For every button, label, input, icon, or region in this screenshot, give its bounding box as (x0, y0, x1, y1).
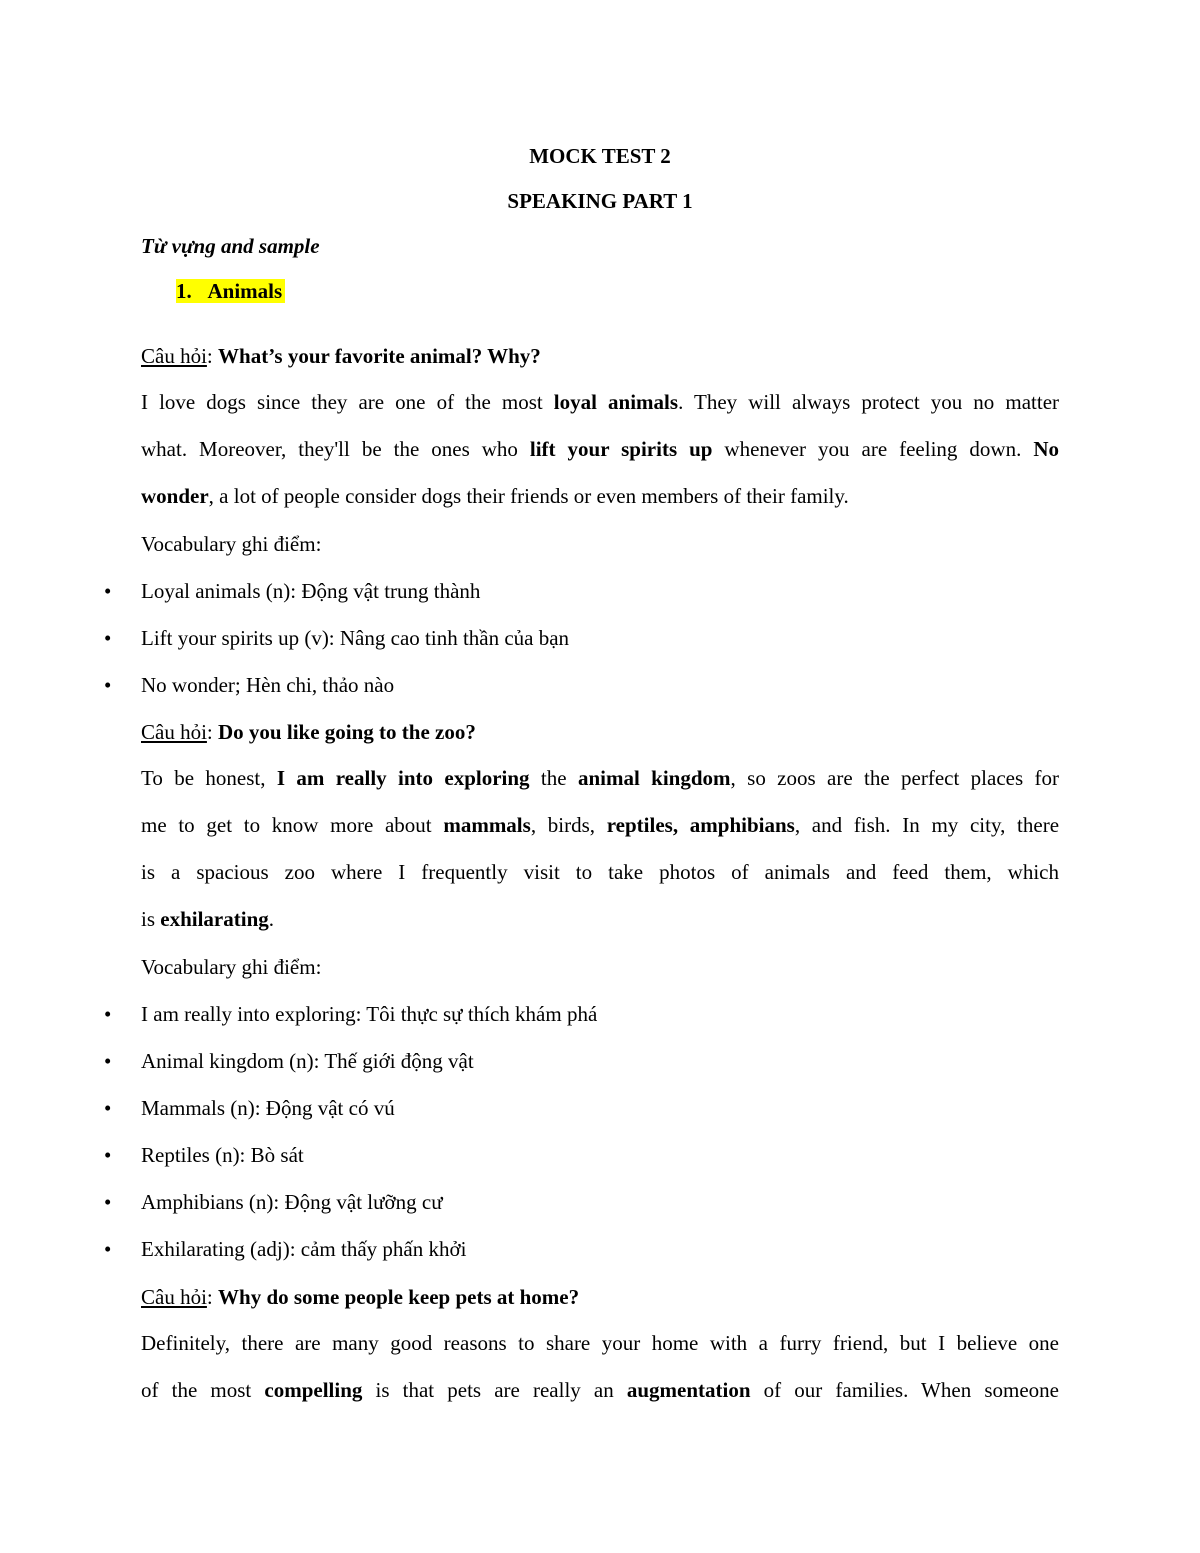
bullet-icon: • (104, 1237, 112, 1261)
vocab-item: Amphibians (n): Động vật lưỡng cư (141, 1190, 443, 1214)
key-phrase: loyal animals (553, 390, 679, 414)
question-3-text: Why do some people keep pets at home? (218, 1285, 580, 1309)
vocab-item: Animal kingdom (n): Thế giới động vật (141, 1049, 474, 1073)
key-phrase: augmentation (626, 1378, 751, 1402)
answer-line: wonder, a lot of people consider dogs their friends or even members of their family. (141, 484, 849, 508)
vocab-item: No wonder; Hèn chi, thảo nào (141, 673, 395, 697)
bullet-icon: • (104, 673, 112, 697)
key-phrase: reptiles, amphibians (606, 813, 795, 837)
answer-3 (141, 1320, 1059, 1414)
topic-name: Animals (207, 279, 283, 303)
topic-number: 1. (176, 279, 192, 303)
bullet-icon: • (104, 626, 112, 650)
answer-2 (141, 755, 1059, 943)
bullet-icon: • (104, 1002, 112, 1026)
bullet-icon: • (104, 579, 112, 603)
bullet-icon: • (104, 1190, 112, 1214)
question-1: Câu hỏi: What’s your favorite animal? Why? (141, 344, 541, 368)
bullet-icon: • (104, 1096, 112, 1120)
vocab-heading: Vocabulary ghi điểm: (141, 955, 322, 979)
question-label: Câu hỏi (141, 344, 207, 368)
key-phrase: exhilarating (160, 907, 269, 931)
answer-line: To be honest, I am really into exploring the animal kingdom, so zoos are the perfect places for (141, 766, 1059, 790)
bullet-icon: • (104, 1143, 112, 1167)
vocab-item: Mammals (n): Động vật có vú (141, 1096, 395, 1120)
question-label: Câu hỏi (141, 1285, 207, 1309)
key-phrase: No (1033, 437, 1059, 461)
vocab-item: Lift your spirits up (v): Nâng cao tinh thần của bạn (141, 626, 570, 650)
answer-line: is a spacious zoo where I frequently visit to take photos of animals and feed them, which (141, 860, 1059, 884)
key-phrase: wonder (141, 484, 209, 508)
answer-line: what. Moreover, they'll be the ones who lift your spirits up whenever you are feeling down. No (141, 437, 1059, 461)
vocab-item: I am really into exploring: Tôi thực sự thích khám phá (141, 1002, 598, 1026)
key-phrase: animal kingdom (577, 766, 731, 790)
vocab-item: Exhilarating (adj): cảm thấy phấn khởi (141, 1237, 467, 1261)
vocab-item: Loyal animals (n): Động vật trung thành (141, 579, 481, 603)
section-label: Từ vựng and sample (141, 234, 320, 258)
topic-heading (176, 277, 285, 305)
question-2-text: Do you like going to the zoo? (218, 720, 476, 744)
bullet-icon: • (104, 1049, 112, 1073)
question-3: Câu hỏi: Why do some people keep pets at home? (141, 1285, 580, 1309)
key-phrase: mammals (443, 813, 531, 837)
answer-line: is exhilarating. (141, 907, 275, 931)
vocab-item: Reptiles (n): Bò sát (141, 1143, 304, 1167)
vocab-heading: Vocabulary ghi điểm: (141, 532, 322, 556)
answer-line: I love dogs since they are one of the most loyal animals. They will always protect you no matter (141, 390, 1060, 414)
answer-line: of the most compelling is that pets are really an augmentation of our families. When someone (141, 1378, 1059, 1402)
answer-line: me to get to know more about mammals, birds, reptiles, amphibians, and fish. In my city, there (141, 813, 1060, 837)
answer-1 (141, 379, 1059, 520)
question-2: Câu hỏi: Do you like going to the zoo? (141, 720, 476, 744)
document-subtitle: SPEAKING PART 1 (507, 189, 693, 213)
key-phrase: I am really into exploring (276, 766, 530, 790)
key-phrase: compelling (264, 1378, 363, 1402)
question-1-text: What’s your favorite animal? Why? (218, 344, 541, 368)
answer-line: Definitely, there are many good reasons to share your home with a furry friend, but I believe one (141, 1331, 1059, 1355)
key-phrase: lift your spirits up (529, 437, 713, 461)
document-title: MOCK TEST 2 (529, 144, 671, 168)
question-label: Câu hỏi (141, 720, 207, 744)
